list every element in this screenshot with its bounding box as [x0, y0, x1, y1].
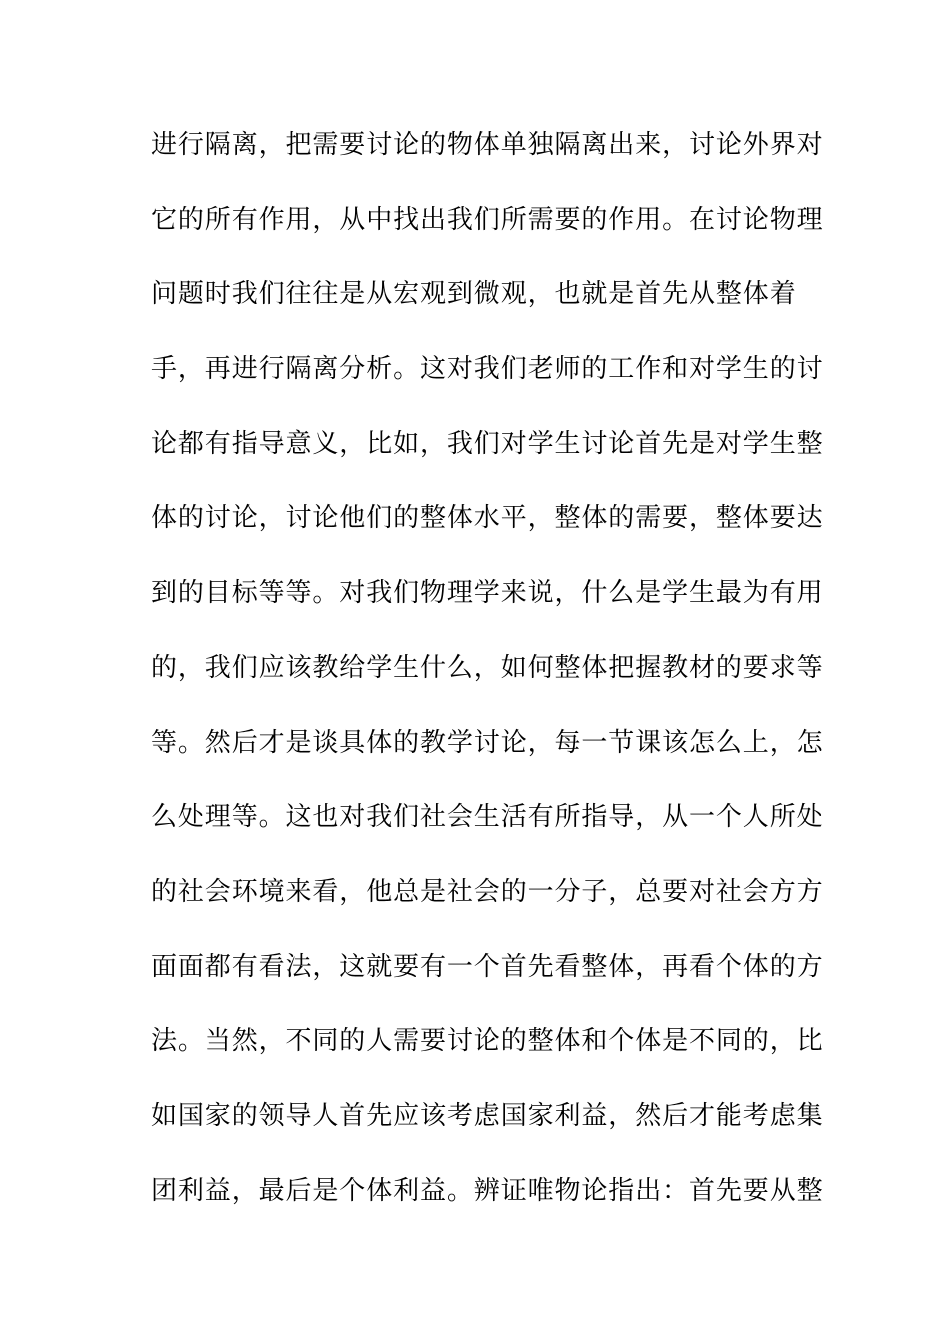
text-line: 手，再进行隔离分析。这对我们老师的工作和对学生的讨	[151, 354, 824, 385]
text-line: 法。当然，不同的人需要讨论的整体和个体是不同的，比	[151, 1026, 824, 1057]
text-line: 论都有指导意义，比如，我们对学生讨论首先是对学生整	[151, 428, 824, 459]
text-line: 进行隔离，把需要讨论的物体单独隔离出来，讨论外界对	[151, 130, 824, 160]
text-line: 面面都有看法，这就要有一个首先看整体，再看个体的方	[151, 951, 824, 982]
body-text	[151, 120, 824, 1240]
text-line: 的社会环境来看，他总是社会的一分子，总要对社会方方	[151, 876, 824, 907]
text-line: 问题时我们往往是从宏观到微观，也就是首先从整体着	[151, 279, 797, 310]
text-line: 么处理等。这也对我们社会生活有所指导，从一个人所处	[151, 802, 824, 833]
text-line: 的，我们应该教给学生什么，如何整体把握教材的要求等	[151, 652, 824, 683]
text-line: 如国家的领导人首先应该考虑国家利益，然后才能考虑集	[151, 1100, 824, 1131]
text-line: 等。然后才是谈具体的教学讨论，每一节课该怎么上，怎	[151, 727, 824, 758]
text-line: 团利益，最后是个体利益。辨证唯物论指出：首先要从整	[151, 1175, 824, 1206]
text-line: 体的讨论，讨论他们的整体水平，整体的需要，整体要达	[151, 503, 824, 534]
text-line: 到的目标等等。对我们物理学来说，什么是学生最为有用	[151, 578, 824, 609]
text-line: 它的所有作用，从中找出我们所需要的作用。在讨论物理	[151, 204, 824, 235]
